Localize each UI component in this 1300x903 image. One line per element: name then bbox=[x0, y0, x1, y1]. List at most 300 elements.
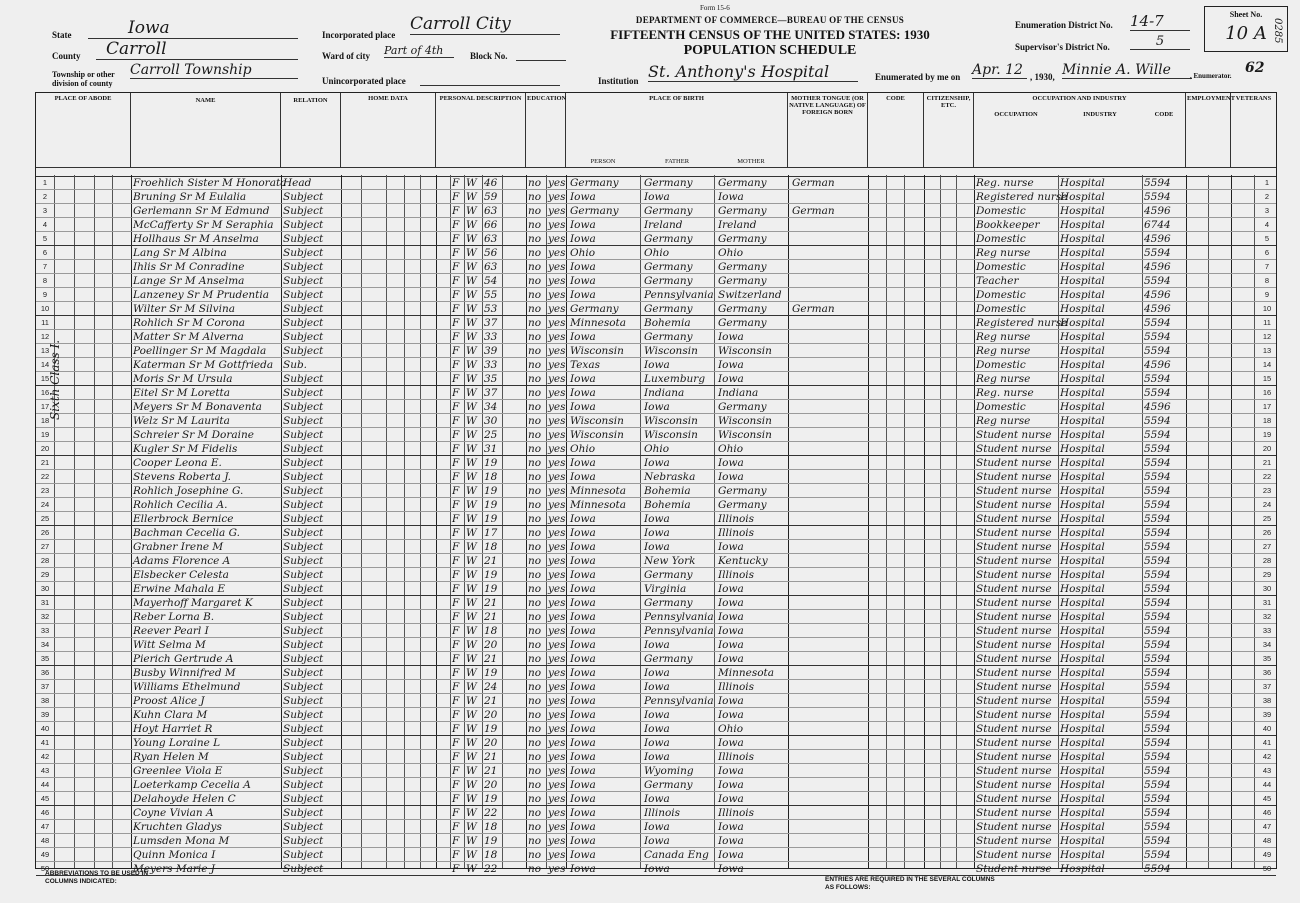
cell-mother: Iowa bbox=[718, 541, 744, 553]
cell-code: 5594 bbox=[1144, 667, 1171, 679]
row-number-right: 10 bbox=[1262, 304, 1272, 313]
cell-read: yes bbox=[548, 345, 566, 357]
cell-read: yes bbox=[548, 681, 566, 693]
cell-mother: Wisconsin bbox=[718, 345, 772, 357]
cell-occ: Teacher bbox=[976, 275, 1019, 287]
cell-father: Nebraska bbox=[644, 471, 696, 483]
col-birth bbox=[566, 93, 788, 167]
row-number: 19 bbox=[40, 430, 50, 439]
footer bbox=[35, 868, 1275, 902]
cell-rel: Head bbox=[283, 177, 312, 189]
cell-tongue bbox=[792, 666, 868, 680]
cell-code: 5594 bbox=[1144, 765, 1171, 777]
table-row bbox=[36, 386, 1276, 400]
incorporated-value: Carroll City bbox=[410, 14, 560, 35]
cell-edu: no bbox=[528, 373, 542, 385]
cell-birth: Iowa bbox=[570, 793, 596, 805]
cell-birth: Iowa bbox=[570, 723, 596, 735]
table-row bbox=[36, 470, 1276, 484]
cell-father: Bohemia bbox=[644, 485, 691, 497]
cell-mother: Germany bbox=[718, 317, 767, 329]
table-row bbox=[36, 750, 1276, 764]
row-number: 35 bbox=[40, 654, 50, 663]
cell-sex: F bbox=[452, 681, 460, 693]
cell-birth: Ohio bbox=[570, 443, 596, 455]
cell-age: 39 bbox=[484, 345, 498, 357]
cell-occ: Domestic bbox=[976, 289, 1026, 301]
cell-tongue bbox=[792, 484, 868, 498]
cell-race: W bbox=[466, 233, 477, 245]
row-number-right: 6 bbox=[1264, 248, 1270, 257]
cell-code: 4596 bbox=[1144, 205, 1171, 217]
row-number: 43 bbox=[40, 766, 50, 775]
cell-ind: Hospital bbox=[1060, 191, 1105, 203]
cell-name: Meyers Marie J bbox=[133, 863, 216, 875]
cell-rel: Subject bbox=[283, 723, 324, 735]
cell-rel: Subject bbox=[283, 401, 324, 413]
cell-ind: Hospital bbox=[1060, 793, 1105, 805]
table-row bbox=[36, 624, 1276, 638]
cell-name: Lanzeney Sr M Prudentia bbox=[133, 289, 270, 301]
cell-ind: Hospital bbox=[1060, 387, 1105, 399]
cell-father: Indiana bbox=[644, 387, 685, 399]
cell-occ: Student nurse bbox=[976, 569, 1052, 581]
cell-race: W bbox=[466, 205, 477, 217]
cell-occ: Reg nurse bbox=[976, 331, 1031, 343]
block-label: Block No. bbox=[470, 51, 508, 61]
table-row bbox=[36, 330, 1276, 344]
cell-sex: F bbox=[452, 653, 460, 665]
census-title: FIFTEENTH CENSUS OF THE UNITED STATES: 1930 bbox=[610, 27, 930, 42]
ward-value: Part of 4th bbox=[384, 44, 454, 58]
cell-race: W bbox=[466, 863, 477, 875]
cell-occ: Student nurse bbox=[976, 443, 1052, 455]
cell-age: 19 bbox=[484, 485, 498, 497]
cell-father: Iowa bbox=[644, 723, 670, 735]
table-row bbox=[36, 372, 1276, 386]
cell-name: Elsbecker Celesta bbox=[133, 569, 229, 581]
cell-tongue bbox=[792, 246, 868, 260]
cell-birth: Iowa bbox=[570, 639, 596, 651]
cell-rel: Subject bbox=[283, 583, 324, 595]
cell-sex: F bbox=[452, 499, 460, 511]
cell-ind: Hospital bbox=[1060, 611, 1105, 623]
cell-race: W bbox=[466, 583, 477, 595]
cell-tongue bbox=[792, 750, 868, 764]
cell-sex: F bbox=[452, 345, 460, 357]
cell-edu: no bbox=[528, 275, 542, 287]
row-number-right: 2 bbox=[1264, 192, 1270, 201]
cell-age: 19 bbox=[484, 793, 498, 805]
cell-rel: Subject bbox=[283, 275, 324, 287]
cell-read: yes bbox=[548, 723, 566, 735]
cell-mother: Germany bbox=[718, 261, 767, 273]
cell-sex: F bbox=[452, 639, 460, 651]
cell-mother: Wisconsin bbox=[718, 429, 772, 441]
cell-mother: Iowa bbox=[718, 583, 744, 595]
row-number-right: 21 bbox=[1262, 458, 1272, 467]
cell-ind: Hospital bbox=[1060, 583, 1105, 595]
cell-mother: Germany bbox=[718, 205, 767, 217]
cell-read: yes bbox=[548, 499, 566, 511]
cell-code: 5594 bbox=[1144, 499, 1171, 511]
cell-mother: Iowa bbox=[718, 625, 744, 637]
cell-edu: no bbox=[528, 289, 542, 301]
col-ind-sub: INDUSTRY bbox=[1083, 111, 1117, 118]
cell-birth: Iowa bbox=[570, 863, 596, 875]
row-number-right: 20 bbox=[1262, 444, 1272, 453]
cell-name: Welz Sr M Laurita bbox=[133, 415, 230, 427]
cell-race: W bbox=[466, 555, 477, 567]
cell-occ: Student nurse bbox=[976, 583, 1052, 595]
cell-birth: Iowa bbox=[570, 289, 596, 301]
cell-read: yes bbox=[548, 541, 566, 553]
cell-code: 5594 bbox=[1144, 331, 1171, 343]
col-occupation bbox=[974, 93, 1186, 167]
cell-edu: no bbox=[528, 849, 542, 861]
cell-occ: Student nurse bbox=[976, 723, 1052, 735]
cell-edu: no bbox=[528, 247, 542, 259]
table-row bbox=[36, 652, 1276, 666]
cell-tongue bbox=[792, 330, 868, 344]
margin-note: Sixth Class I. bbox=[48, 339, 62, 420]
table-row bbox=[36, 344, 1276, 358]
cell-code: 5594 bbox=[1144, 835, 1171, 847]
cell-age: 54 bbox=[484, 275, 498, 287]
cell-ind: Hospital bbox=[1060, 443, 1105, 455]
cell-rel: Subject bbox=[283, 457, 324, 469]
cell-read: yes bbox=[548, 849, 566, 861]
cell-rel: Subject bbox=[283, 653, 324, 665]
cell-read: yes bbox=[548, 513, 566, 525]
cell-sex: F bbox=[452, 443, 460, 455]
cell-birth: Germany bbox=[570, 303, 619, 315]
row-number: 34 bbox=[40, 640, 50, 649]
cell-sex: F bbox=[452, 387, 460, 399]
cell-tongue bbox=[792, 274, 868, 288]
cell-mother: Iowa bbox=[718, 639, 744, 651]
cell-name: Mayerhoff Margaret K bbox=[133, 597, 253, 609]
col-father-label: FATHER bbox=[664, 158, 690, 165]
cell-rel: Subject bbox=[283, 807, 324, 819]
table-row bbox=[36, 582, 1276, 596]
row-number-right: 47 bbox=[1262, 822, 1272, 831]
cell-tongue bbox=[792, 428, 868, 442]
department-title: DEPARTMENT OF COMMERCE—BUREAU OF THE CENSUS bbox=[635, 15, 905, 25]
cell-mother: Iowa bbox=[718, 779, 744, 791]
cell-tongue bbox=[792, 722, 868, 736]
cell-edu: no bbox=[528, 331, 542, 343]
row-number: 47 bbox=[40, 822, 50, 831]
cell-race: W bbox=[466, 485, 477, 497]
cell-code: 5594 bbox=[1144, 177, 1171, 189]
cell-ind: Hospital bbox=[1060, 695, 1105, 707]
row-number: 16 bbox=[40, 388, 50, 397]
cell-occ: Domestic bbox=[976, 261, 1026, 273]
cell-tongue bbox=[792, 400, 868, 414]
cell-sex: F bbox=[452, 219, 460, 231]
cell-tongue bbox=[792, 344, 868, 358]
cell-father: Iowa bbox=[644, 681, 670, 693]
schedule-title: POPULATION SCHEDULE bbox=[683, 43, 857, 58]
row-number: 21 bbox=[40, 458, 50, 467]
cell-father: Iowa bbox=[644, 709, 670, 721]
cell-rel: Subject bbox=[283, 485, 324, 497]
cell-rel: Subject bbox=[283, 695, 324, 707]
cell-birth: Iowa bbox=[570, 387, 596, 399]
cell-name: Delahoyde Helen C bbox=[133, 793, 236, 805]
cell-occ: Student nurse bbox=[976, 779, 1052, 791]
table-row bbox=[36, 512, 1276, 526]
cell-age: 37 bbox=[484, 317, 498, 329]
cell-occ: Domestic bbox=[976, 303, 1026, 315]
cell-rel: Subject bbox=[283, 597, 324, 609]
table-row bbox=[36, 820, 1276, 834]
cell-read: yes bbox=[548, 317, 566, 329]
cell-edu: no bbox=[528, 359, 542, 371]
cell-occ: Student nurse bbox=[976, 513, 1052, 525]
row-number: 28 bbox=[40, 556, 50, 565]
col-abode-label: PLACE OF ABODE bbox=[54, 95, 112, 102]
cell-ind: Hospital bbox=[1060, 345, 1105, 357]
cell-ind: Hospital bbox=[1060, 639, 1105, 651]
cell-birth: Iowa bbox=[570, 457, 596, 469]
table-row bbox=[36, 288, 1276, 302]
cell-ind: Hospital bbox=[1060, 331, 1105, 343]
cell-birth: Iowa bbox=[570, 513, 596, 525]
row-number: 26 bbox=[40, 528, 50, 537]
cell-race: W bbox=[466, 807, 477, 819]
row-number-right: 26 bbox=[1262, 528, 1272, 537]
cell-mother: Iowa bbox=[718, 835, 744, 847]
cell-father: New York bbox=[644, 555, 696, 567]
cell-race: W bbox=[466, 597, 477, 609]
cell-rel: Subject bbox=[283, 849, 324, 861]
col-employment-label: EMPLOYMENT bbox=[1187, 95, 1236, 102]
cell-father: Germany bbox=[644, 261, 693, 273]
cell-name: Matter Sr M Alverna bbox=[133, 331, 244, 343]
col-tongue-label: MOTHER TONGUE (OR NATIVE LANGUAGE) OF FOREIGN BORN bbox=[789, 95, 866, 116]
cell-name: McCafferty Sr M Seraphia bbox=[133, 219, 274, 231]
col-education bbox=[526, 93, 566, 167]
cell-ind: Hospital bbox=[1060, 625, 1105, 637]
cell-read: yes bbox=[548, 443, 566, 455]
cell-race: W bbox=[466, 723, 477, 735]
cell-occ: Student nurse bbox=[976, 555, 1052, 567]
cell-read: yes bbox=[548, 765, 566, 777]
cell-code: 4596 bbox=[1144, 289, 1171, 301]
cell-age: 19 bbox=[484, 499, 498, 511]
cell-occ: Student nurse bbox=[976, 863, 1052, 875]
cell-read: yes bbox=[548, 471, 566, 483]
row-number-right: 12 bbox=[1262, 332, 1272, 341]
cell-birth: Iowa bbox=[570, 555, 596, 567]
cell-name: Wilter Sr M Silvina bbox=[133, 303, 235, 315]
cell-sex: F bbox=[452, 555, 460, 567]
row-number-right: 4 bbox=[1264, 220, 1270, 229]
row-number-right: 3 bbox=[1264, 206, 1270, 215]
cell-race: W bbox=[466, 737, 477, 749]
cell-code: 4596 bbox=[1144, 303, 1171, 315]
cell-tongue bbox=[792, 218, 868, 232]
state-value: Iowa bbox=[88, 18, 298, 39]
row-number: 11 bbox=[41, 318, 49, 327]
cell-name: Stevens Roberta J. bbox=[133, 471, 231, 483]
cell-race: W bbox=[466, 415, 477, 427]
row-number-right: 33 bbox=[1262, 626, 1272, 635]
cell-read: yes bbox=[548, 331, 566, 343]
col-abode bbox=[36, 93, 131, 167]
cell-edu: no bbox=[528, 807, 542, 819]
cell-age: 21 bbox=[484, 555, 498, 567]
cell-occ: Student nurse bbox=[976, 793, 1052, 805]
cell-name: Lumsden Mona M bbox=[133, 835, 230, 847]
cell-age: 19 bbox=[484, 835, 498, 847]
cell-rel: Subject bbox=[283, 373, 324, 385]
cell-rel: Subject bbox=[283, 303, 324, 315]
cell-tongue bbox=[792, 568, 868, 582]
cell-age: 30 bbox=[484, 415, 498, 427]
row-number: 49 bbox=[40, 850, 50, 859]
row-number: 2 bbox=[42, 192, 48, 201]
cell-age: 22 bbox=[484, 863, 498, 875]
cell-father: Virginia bbox=[644, 583, 687, 595]
row-number-right: 48 bbox=[1262, 836, 1272, 845]
cell-tongue: German bbox=[792, 303, 835, 315]
cell-read: yes bbox=[548, 219, 566, 231]
cell-name: Cooper Leona E. bbox=[133, 457, 222, 469]
cell-tongue: German bbox=[792, 205, 835, 217]
row-number: 30 bbox=[40, 584, 50, 593]
cell-father: Germany bbox=[644, 653, 693, 665]
cell-edu: no bbox=[528, 639, 542, 651]
cell-occ: Student nurse bbox=[976, 471, 1052, 483]
cell-occ: Reg nurse bbox=[976, 415, 1031, 427]
table-row bbox=[36, 232, 1276, 246]
row-number: 23 bbox=[40, 486, 50, 495]
cell-read: yes bbox=[548, 247, 566, 259]
cell-tongue bbox=[792, 512, 868, 526]
cell-tongue bbox=[792, 820, 868, 834]
corner-number: 62 bbox=[1245, 60, 1265, 76]
cell-father: Iowa bbox=[644, 835, 670, 847]
cell-rel: Subject bbox=[283, 639, 324, 651]
cell-ind: Hospital bbox=[1060, 177, 1105, 189]
cell-race: W bbox=[466, 219, 477, 231]
cell-sex: F bbox=[452, 625, 460, 637]
cell-code: 5594 bbox=[1144, 779, 1171, 791]
cell-edu: no bbox=[528, 667, 542, 679]
row-number-right: 44 bbox=[1262, 780, 1272, 789]
unincorporated-label: Unincorporated place bbox=[322, 76, 406, 86]
cell-name: Pierich Gertrude A bbox=[133, 653, 234, 665]
cell-age: 19 bbox=[484, 457, 498, 469]
table-row bbox=[36, 176, 1276, 190]
cell-occ: Student nurse bbox=[976, 681, 1052, 693]
cell-code: 5594 bbox=[1144, 275, 1171, 287]
cell-read: yes bbox=[548, 653, 566, 665]
state-label: State bbox=[52, 30, 72, 40]
cell-age: 19 bbox=[484, 569, 498, 581]
row-number-right: 15 bbox=[1262, 374, 1272, 383]
cell-name: Poellinger Sr M Magdala bbox=[133, 345, 267, 357]
cell-age: 31 bbox=[484, 443, 498, 455]
cell-father: Ohio bbox=[644, 247, 670, 259]
county-label: County bbox=[52, 51, 81, 61]
table-row bbox=[36, 610, 1276, 624]
cell-rel: Subject bbox=[283, 331, 324, 343]
cell-code: 5594 bbox=[1144, 345, 1171, 357]
cell-mother: Illinois bbox=[718, 681, 755, 693]
col-relation bbox=[281, 93, 341, 167]
ward-label: Ward of city bbox=[322, 51, 370, 61]
cell-race: W bbox=[466, 359, 477, 371]
cell-sex: F bbox=[452, 779, 460, 791]
cell-code: 5594 bbox=[1144, 191, 1171, 203]
cell-edu: no bbox=[528, 457, 542, 469]
cell-age: 33 bbox=[484, 331, 498, 343]
cell-name: Kuhn Clara M bbox=[133, 709, 208, 721]
cell-code: 5594 bbox=[1144, 513, 1171, 525]
cell-read: yes bbox=[548, 625, 566, 637]
cell-edu: no bbox=[528, 765, 542, 777]
cell-tongue bbox=[792, 624, 868, 638]
institution-value: St. Anthony's Hospital bbox=[648, 62, 858, 82]
row-number: 1 bbox=[42, 178, 48, 187]
enumerated-date: Apr. 12 bbox=[972, 62, 1027, 79]
cell-father: Germany bbox=[644, 275, 693, 287]
cell-name: Quinn Monica I bbox=[133, 849, 216, 861]
cell-sex: F bbox=[452, 275, 460, 287]
cell-edu: no bbox=[528, 555, 542, 567]
cell-age: 59 bbox=[484, 191, 498, 203]
cell-sex: F bbox=[452, 821, 460, 833]
cell-sex: F bbox=[452, 457, 460, 469]
cell-race: W bbox=[466, 625, 477, 637]
cell-father: Canada Eng bbox=[644, 849, 709, 861]
row-number: 9 bbox=[42, 290, 48, 299]
cell-tongue bbox=[792, 694, 868, 708]
cell-race: W bbox=[466, 569, 477, 581]
cell-father: Germany bbox=[644, 331, 693, 343]
row-number: 37 bbox=[40, 682, 50, 691]
cell-occ: Domestic bbox=[976, 233, 1026, 245]
cell-ind: Hospital bbox=[1060, 653, 1105, 665]
col-veterans-label: VETERANS bbox=[1235, 95, 1272, 102]
row-number-right: 45 bbox=[1262, 794, 1272, 803]
table-row bbox=[36, 708, 1276, 722]
row-number: 27 bbox=[40, 542, 50, 551]
cell-edu: no bbox=[528, 541, 542, 553]
cell-age: 63 bbox=[484, 205, 498, 217]
cell-edu: no bbox=[528, 513, 542, 525]
row-number-right: 14 bbox=[1262, 360, 1272, 369]
table-row bbox=[36, 540, 1276, 554]
cell-name: Coyne Vivian A bbox=[133, 807, 214, 819]
district-label: Enumeration District No. bbox=[1015, 20, 1113, 30]
row-number: 7 bbox=[42, 262, 48, 271]
row-number-right: 19 bbox=[1262, 430, 1272, 439]
row-number: 38 bbox=[40, 696, 50, 705]
table-row bbox=[36, 400, 1276, 414]
cell-birth: Iowa bbox=[570, 849, 596, 861]
cell-occ: Student nurse bbox=[976, 499, 1052, 511]
cell-name: Eitel Sr M Loretta bbox=[133, 387, 231, 399]
cell-occ: Student nurse bbox=[976, 527, 1052, 539]
cell-ind: Hospital bbox=[1060, 429, 1105, 441]
cell-sex: F bbox=[452, 597, 460, 609]
cell-birth: Iowa bbox=[570, 275, 596, 287]
